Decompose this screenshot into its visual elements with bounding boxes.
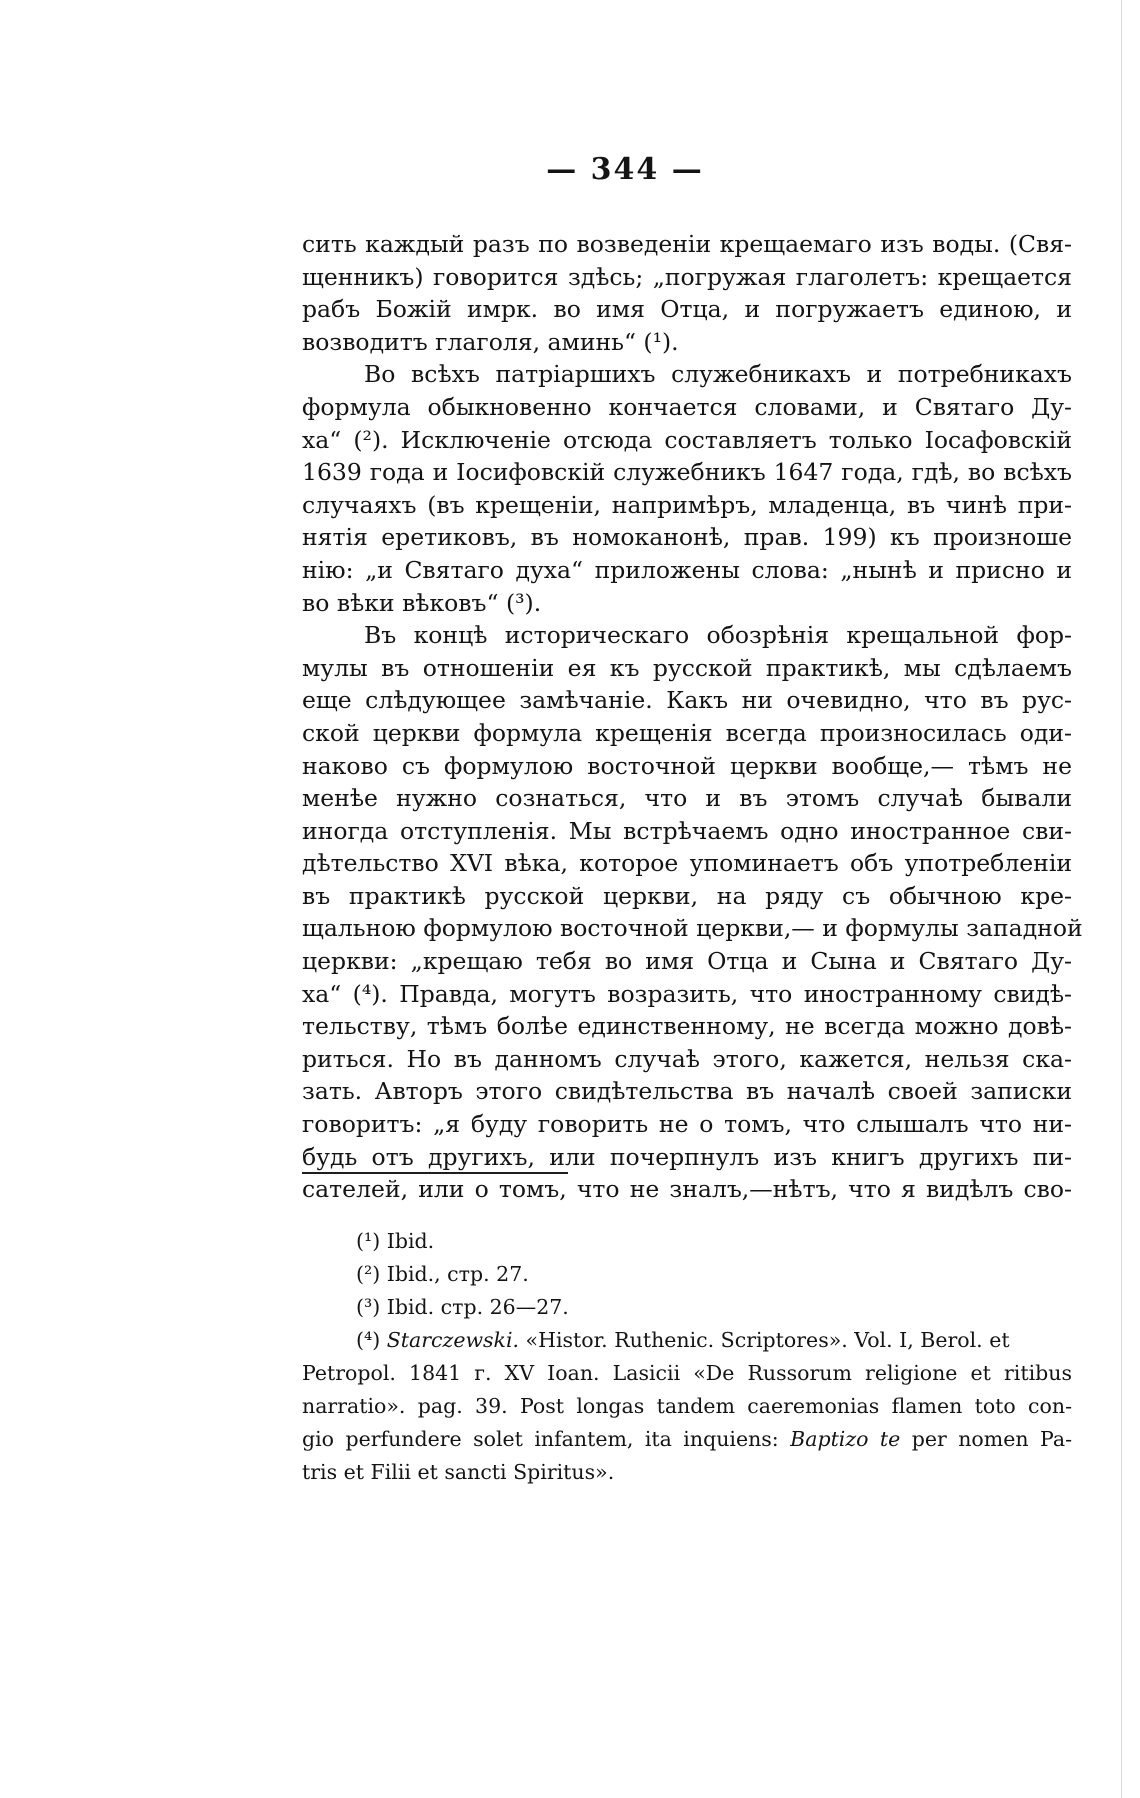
text-line: щальною формулою восточной церкви,— и формулы западной [302,914,1083,943]
footnote-4-line4 [302,1423,1072,1456]
text-line: наково съ формулою восточной церкви вообще,— тѣмъ не [302,751,1072,780]
text-line: ха“ (²). Исключеніе отсюда составляетъ только Іосафовскій [302,425,1072,454]
footnote-4-line1: «Histor. Ruthenic. Scriptores». Vol. I, Berol. et [519,1328,1010,1352]
text-line: рабъ Божій имрк. во имя Отца, и погружаетъ единою, и [302,295,1072,324]
footnote-3: (³) Ibid. стр. 26—27. [356,1295,569,1319]
text-line: въ практикѣ русской церкви, на ряду съ обычною кре- [302,881,1072,910]
footnote-4-line2: Petropol. 1841 г. XV Ioan. Lasicii «De Russorum religione et ritibus [302,1361,1072,1385]
footnote-4-line5: tris et Filii et sancti Spiritus». [302,1460,615,1484]
footnote-4-author: Starczewski. [386,1328,520,1352]
footnote-4-line4-c: per nomen Pa- [900,1427,1072,1451]
text-line: церкви: „крещаю тебя во имя Отца и Сына и Святаго Ду- [302,947,1072,976]
main-text [302,228,1083,1206]
text-line: случаяхъ (въ крещеніи, напримѣръ, младенца, въ чинѣ при- [302,490,1072,519]
footnote-4-line4-a: gio perfundere solet infantem, ita inquiens: [302,1427,791,1451]
text-line: зать. Авторъ этого свидѣтельства въ началѣ своей записки [302,1077,1072,1106]
text-line: сателей, или о томъ, что не зналъ,—нѣтъ, что я видѣлъ сво- [302,1175,1072,1204]
footnotes [302,1225,1072,1489]
text-line: 1639 года и Іосифовскій служебникъ 1647 года, гдѣ, во всѣхъ [302,458,1072,487]
footnote-2: (²) Ibid., стр. 27. [356,1262,529,1286]
text-line: Въ концѣ историческаго обозрѣнія крещальной фор- [364,621,1072,650]
text-line: сить каждый разъ по возведеніи крещаемаго изъ воды. (Свя- [302,230,1072,258]
text-line: говоритъ: „я буду говорить не о томъ, что слышалъ что ни- [302,1110,1072,1139]
scan-edge-line [1121,0,1122,1798]
text-line: формула обыкновенно кончается словами, и Святаго Ду- [302,392,1072,421]
text-line: мулы въ отношеніи ея къ русской практикѣ, мы сдѣлаемъ [302,653,1072,682]
text-line: нятія еретиковъ, въ номоканонѣ, прав. 199) къ произноше [302,523,1072,552]
text-line: ха“ (⁴). Правда, могутъ возразить, что иностранному свидѣ- [302,979,1072,1008]
text-line: дѣтельство XVI вѣка, которое упоминаетъ объ употребленіи [302,849,1072,878]
footnote-4-marker: (⁴) [356,1328,387,1352]
text-line: ской церкви формула крещенія всегда произносилась оди- [302,718,1072,747]
text-line: еще слѣдующее замѣчаніе. Какъ ни очевидно, что въ рус- [302,686,1072,715]
text-line: Во всѣхъ патріаршихъ служебникахъ и потребникахъ [364,360,1072,389]
footnote-rule [302,1172,568,1174]
text-line: тельству, тѣмъ болѣе единственному, не всегда можно довѣ- [302,1012,1072,1041]
text-line: менѣе нужно сознаться, что и въ этомъ случаѣ бывали [302,784,1072,813]
text-line: иногда отступленія. Мы встрѣчаемъ одно иностранное сви- [302,816,1072,845]
text-line: будь отъ другихъ, или почерпнулъ изъ книгъ другихъ пи- [302,1142,1072,1171]
text-line: риться. Но въ данномъ случаѣ этого, кажется, нельзя ска- [302,1044,1072,1073]
footnote-4-line3: narratio». pag. 39. Post longas tandem caeremonias flamen toto con- [302,1394,1072,1418]
text-line: возводитъ глаголя, аминь“ (¹). [302,327,679,356]
page-number: — 344 — [546,152,704,187]
footnote-4-baptizo: Baptizo te [790,1427,901,1451]
text-line: нію: „и Святаго духа“ приложены слова: „нынѣ и присно и [302,555,1072,584]
footnote-4 [302,1324,1072,1357]
footnote-1: (¹) Ibid. [356,1229,435,1253]
text-line: щенникъ) говорится здѣсь; „погружая глаголетъ: крещается [302,262,1072,291]
text-line: во вѣки вѣковъ“ (³). [302,588,542,617]
